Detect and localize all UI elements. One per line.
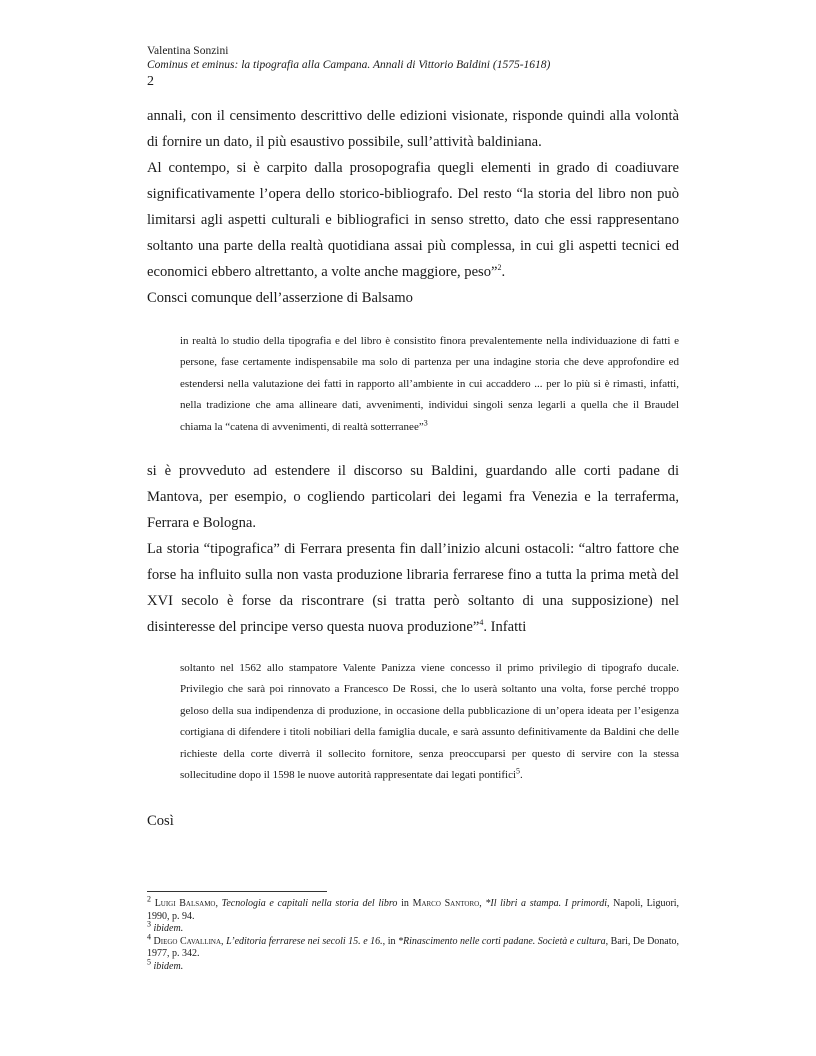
paragraph-5 bbox=[147, 536, 679, 640]
paragraph-5-text: La storia “tipografica” di Ferrara presenta fin dall’inizio alcuni ostacoli: “altro fattore che forse ha influito sulla non vasta produzione libraria ferrarese fino a tutta la prima metà del XVI secolo è forse da riscontrare (si tratta però soltanto di una supposizione) nel disinteresse del principe verso questa nuova produzione” bbox=[147, 541, 679, 636]
footnote-ref-4[interactable]: 4 bbox=[479, 618, 484, 628]
footnote-editor: Marco Santoro bbox=[412, 898, 480, 909]
footnote-ref-2[interactable]: 2 bbox=[497, 263, 502, 273]
paragraph-1: annali, con il censimento descrittivo delle edizioni visionate, risponde quindi alla volontà di fornire un dato, il più esaustivo possibile, sull’attività baldiniana. bbox=[147, 108, 679, 150]
paragraph-3: Consci comunque dell’asserzione di Balsamo bbox=[147, 290, 413, 306]
paragraph-4: si è provveduto ad estendere il discorso su Baldini, guardando alle corti padane di Mantova, per esempio, o cogliendo particolari dei legami fra Venezia e la terraferma, Ferrara e Bologna. bbox=[147, 463, 679, 532]
footnote-title: Tecnologia e capitali nella storia del libro bbox=[221, 898, 398, 909]
footnote-text: ibidem. bbox=[153, 923, 184, 935]
footnote-number: 4 bbox=[147, 932, 151, 942]
footnote-details: , Napoli, Liguori, 1990, p. 94. bbox=[147, 898, 680, 922]
footnote-details: , Bari, De Donato, 1977, p. 342. bbox=[147, 935, 680, 960]
paragraph-2-text: Al contempo, si è carpito dalla prosopografia quegli elementi in grado di coadiuvare significativamente l’opera dello storico-bibliografo. Del resto “la storia del libro non può limitarsi agli aspetti culturali e bibliografici in senso stretto, dato che essi rappresentano soltanto una parte della realtà quotidiana assai più complessa, in cui gli aspetti tecnici ed economici ebbero altrettanto, a volte anche maggiore, peso” bbox=[147, 160, 679, 280]
footnote-3 bbox=[147, 919, 679, 936]
footnote-2: $^2$ Luigi Balsamo, Tecnologia e capitali nella storia del libro in Marco Santoro, *Il libri a stampa. I primordi, Napoli, Liguori, 1990, p. 94. bbox=[147, 894, 680, 922]
footnote-author: Luigi Balsamo bbox=[154, 898, 216, 909]
block-quote-1 bbox=[180, 331, 679, 438]
paragraph-2 bbox=[147, 155, 679, 285]
main-text bbox=[147, 103, 679, 834]
footnote-ref-5[interactable]: 5 bbox=[516, 766, 521, 776]
footnote-connector: , in bbox=[382, 935, 399, 947]
footnote-number: 3 bbox=[147, 919, 151, 929]
block-quote-2-end: . bbox=[520, 769, 523, 782]
footnote-collection: *Rinascimento nelle corti padane. Società e cultura bbox=[398, 935, 606, 947]
block-quote-2-text: soltanto nel 1562 allo stampatore Valente Panizza viene concesso il primo privilegio di tipografo ducale. Privilegio che sarà poi rinnovato a Francesco De Rossi, che lo userà soltanto una volta, forse perché troppo geloso della sua indipendenza di produzione, in occasione della pubblicazione di un’opera ideata per l’esigenza cortigiana di difendere i titoli nobiliari della famiglia ducale, e sarà assunto definitivamente da Baldini che delle richieste della corte diverrà il sollecito fornitore, senza preoccuparsi per questo di servire con la stessa sollecitudine dopo il 1598 le nuove autorità rappresentate dai legati pontifici bbox=[180, 662, 679, 782]
footnote-number: 5 bbox=[147, 957, 151, 967]
footnote-connector: in bbox=[397, 898, 413, 909]
header-author: Valentina Sonzini bbox=[147, 45, 229, 57]
paragraph-5-end: . Infatti bbox=[483, 619, 527, 636]
footnote-5 bbox=[147, 957, 679, 974]
footnote-separator bbox=[147, 891, 327, 892]
footnote-author: Diego Cavallina bbox=[153, 935, 222, 947]
paragraph-2-end: . bbox=[501, 264, 506, 280]
footnote-collection: *Il libri a stampa. I primordi bbox=[485, 898, 607, 909]
footnote-number: 2 bbox=[147, 894, 151, 904]
block-quote-1-text: in realtà lo studio della tipografia e del libro è consistito finora prevalentemente nella individuazione di fatti e persone, fase certamente indispensabile ma solo di partenza per una indagine storia che deve approfondire ed estendersi nella valutazione dei fatti in rapporto all’ambiente in cui accaddero ... per lo più si è rimasti, infatti, nella tradizione che ama allineare dati, avvenimenti, individui singoli senza legarli a quella che il Braudel chiama la “catena di avvenimenti, di realtà sotterranee” bbox=[180, 335, 679, 433]
footnote-4: $^4$ Diego Cavallina, L’editoria ferrarese nei secoli 15. e 16., in *Rinascimento nelle corti padane. Società e cultura, Bari, De Donato, 1977, p. 342. bbox=[147, 932, 680, 960]
footnote-title: L’editoria ferrarese nei secoli 15. e 16. bbox=[226, 935, 383, 947]
footnote-text: ibidem. bbox=[153, 960, 184, 972]
block-quote-2 bbox=[180, 658, 679, 786]
page-number: 2 bbox=[147, 74, 154, 89]
paragraph-6: Così bbox=[147, 813, 174, 830]
running-header bbox=[147, 44, 687, 91]
header-title: Cominus et eminus: la tipografia alla Campana. Annali di Vittorio Baldini (1575-1618) bbox=[147, 59, 551, 71]
footnotes bbox=[147, 894, 680, 974]
footnote-ref-3[interactable]: 3 bbox=[423, 417, 428, 427]
